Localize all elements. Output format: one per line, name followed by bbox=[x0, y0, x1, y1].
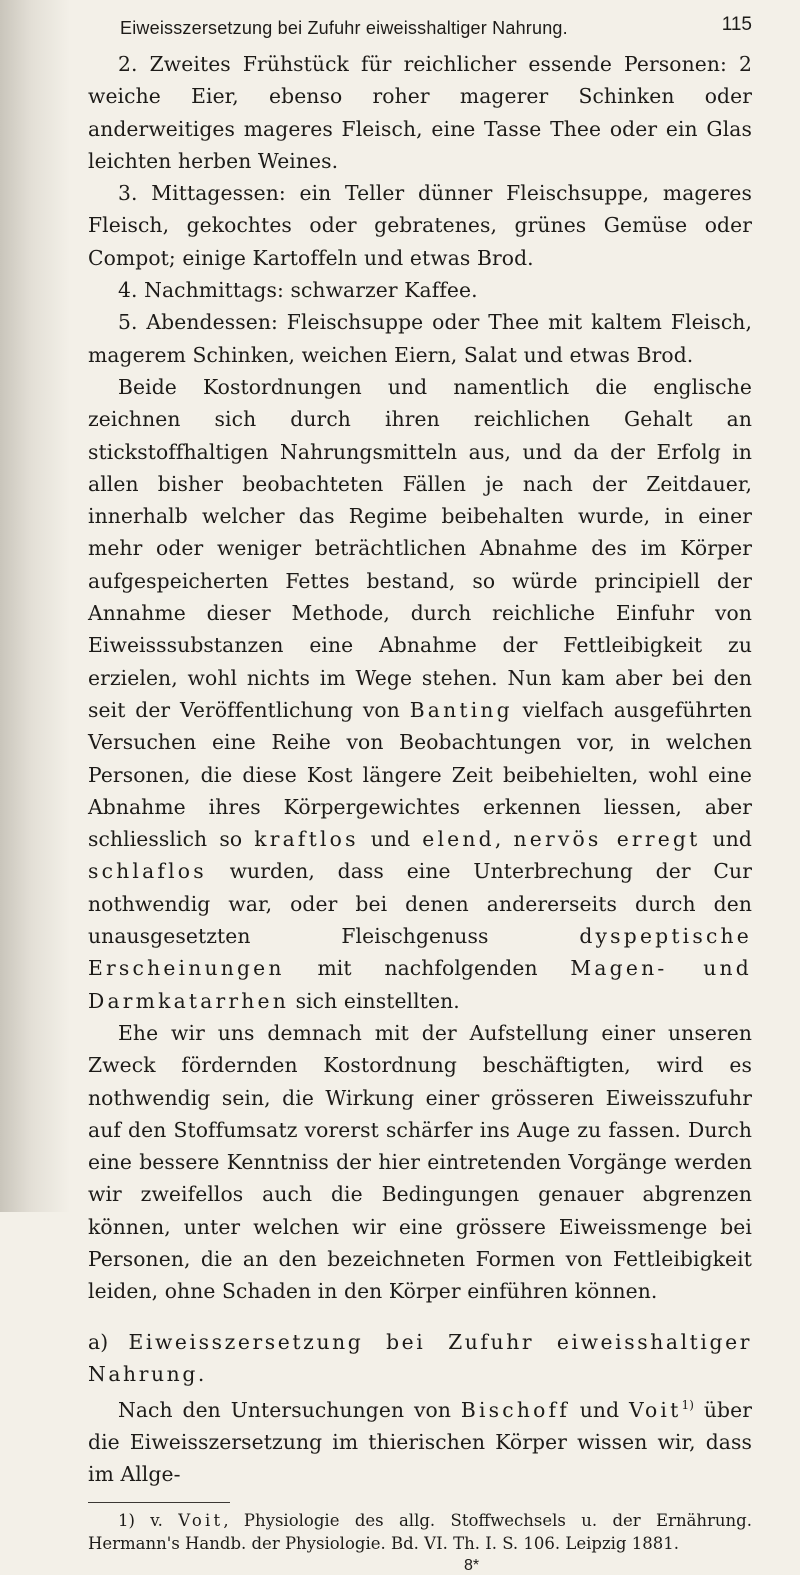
page-number: 115 bbox=[721, 14, 752, 35]
footnote-mark: 1) bbox=[118, 1511, 135, 1531]
text-run: und bbox=[700, 827, 752, 852]
section-label: a) bbox=[88, 1329, 109, 1354]
book-page bbox=[88, 14, 752, 1575]
text-run: , Physiologie des allg. Stoffwechsels u. der Ernährung. Hermann's Handb. der Physiologie. Bd. VI. Th. I. S. 106. Leipzig 1881. bbox=[88, 1511, 752, 1554]
name-voit: Voit bbox=[629, 1397, 682, 1422]
footnote-1 bbox=[88, 1509, 752, 1555]
text-run: und bbox=[569, 1397, 630, 1422]
paragraph-untersuchungen bbox=[88, 1394, 752, 1491]
text-run: , bbox=[494, 827, 514, 852]
paragraph-eiweisszufuhr: Ehe wir uns demnach mit der Aufstellung einer unseren Zweck fördernden Kostordnung beschäftigten, wird es nothwendig sein, die Wirkung einer grösseren Eiweisszufuhr auf den Stoffumsatz vorerst schärfer ins Auge zu fassen. Durch eine bessere Kenntniss der hier eintretenden Vorgänge werden wir zweifellos auch die Bedingungen genauer abgrenzen können, unter welchen wir eine grössere Eiweissmenge bei Personen, die an den bezeichneten Formen von Fettleibigkeit leiden, ohne Schaden in den Körper einführen können. bbox=[88, 1020, 752, 1304]
text-run: Nach den Untersuchungen von bbox=[118, 1397, 461, 1422]
list-number: 2. bbox=[118, 52, 138, 76]
section-title: Eiweisszersetzung bei Zufuhr eiweisshaltiger Nahrung. bbox=[88, 1329, 752, 1386]
list-item-5 bbox=[88, 306, 752, 371]
text-run: wurden, dass eine Unterbrechung der Cur nothwendig war, oder bei denen andererseits durch den unausgesetzten Fleischgenuss bbox=[88, 859, 752, 949]
name-bischoff: Bischoff bbox=[460, 1397, 570, 1422]
text-run: vielfach ausgeführten Versuchen eine Reihe von Beobachtungen vor, in welchen Personen, die diese Kost längere Zeit beibehielten, wohl eine Abnahme ihres Körpergewichtes erkennen liessen, aber schliesslich so bbox=[88, 697, 752, 852]
section-heading bbox=[88, 1326, 752, 1390]
text-run: und bbox=[358, 827, 423, 852]
list-item-4 bbox=[88, 274, 752, 306]
footnote-divider bbox=[88, 1502, 230, 1503]
text-run: v. bbox=[134, 1511, 179, 1531]
footnote-reference: 1) bbox=[681, 1397, 694, 1412]
paragraph-kostordnungen bbox=[88, 371, 752, 1017]
text-run: Beide Kostordnungen und namentlich die englische zeichnen sich durch ihren reichlichen Gehalt an stickstoffhaltigen Nahrungsmitteln aus, und da der Erfolg in allen bisher beobachteten Fällen je nach der Zeitdauer, innerhalb welcher das Regime beibehalten wurde, in einer mehr oder weniger beträchtlichen Abnahme des im Körper aufgespeicherten Fettes bestand, so würde principiell der Annahme dieser Methode, durch reichliche Einfuhr von Eiweisssubstanzen eine Abnahme der Fettleibigkeit zu erzielen, wohl nichts im Wege stehen. Nun kam aber bei den seit der Veröffentlichung von bbox=[88, 374, 752, 722]
list-number: 4. bbox=[118, 278, 138, 303]
text-run: mit nachfolgenden bbox=[284, 956, 571, 981]
page-binding-shadow bbox=[0, 0, 70, 1212]
list-item-2 bbox=[88, 48, 752, 177]
text-run: über die Eiweisszersetzung im thierischen Körper wissen wir, dass im Allge- bbox=[88, 1397, 752, 1487]
list-text: Abendessen: Fleischsuppe oder Thee mit kaltem Fleisch, magerem Schinken, weichen Eiern, Salat und etwas Brod. bbox=[88, 310, 752, 367]
footnote-author: Voit bbox=[178, 1511, 224, 1531]
emphasis-elend: elend bbox=[422, 827, 495, 852]
emphasis-dyspeptische: dyspeptische Erscheinungen bbox=[88, 924, 752, 981]
list-text: Mittagessen: ein Teller dünner Fleischsuppe, mageres Fleisch, gekochtes oder gebratenes, grünes Gemüse oder Compot; einige Kartoffeln und etwas Brod. bbox=[88, 181, 752, 270]
emphasis-schlaflos: schlaflos bbox=[88, 859, 207, 884]
running-head bbox=[88, 14, 752, 48]
emphasis-kraftlos: kraftlos bbox=[254, 827, 359, 852]
text-run: sich einstellten. bbox=[289, 988, 460, 1013]
list-text: Zweites Frühstück für reichlicher essende Personen: 2 weiche Eier, ebenso roher magerer Schinken oder anderweitiges mageres Fleisch, eine Tasse Thee oder ein Glas leichten herben Weines. bbox=[88, 52, 752, 173]
body-text bbox=[88, 48, 752, 1490]
footnotes bbox=[88, 1509, 752, 1555]
printer-signature: 8* bbox=[464, 1557, 480, 1575]
emphasis-nervoes-erregt: nervös erregt bbox=[513, 827, 701, 852]
list-text: Nachmittags: schwarzer Kaffee. bbox=[137, 278, 478, 303]
running-title: Eiweisszersetzung bei Zufuhr eiweisshaltiger Nahrung. bbox=[120, 18, 568, 38]
list-number: 5. bbox=[118, 310, 138, 335]
emphasis-magen-darmkatarrhen: Magen- und Darmkatarrhen bbox=[88, 956, 752, 1013]
list-number: 3. bbox=[118, 181, 138, 206]
name-banting: Banting bbox=[409, 697, 513, 722]
list-item-3 bbox=[88, 177, 752, 274]
